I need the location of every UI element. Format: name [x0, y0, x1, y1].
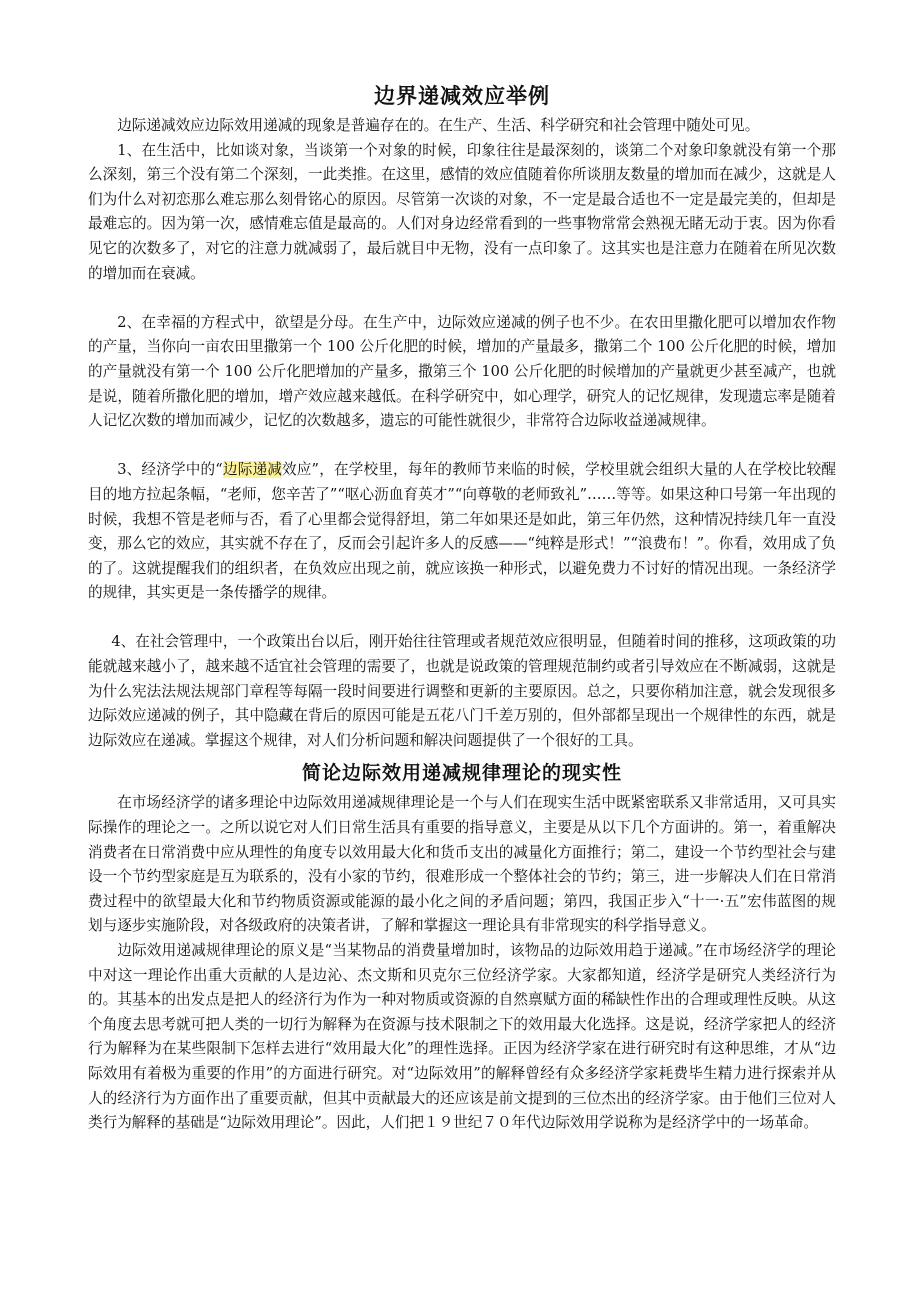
- paragraph-2: 2、在幸福的方程式中，欲望是分母。在生产中，边际效应递减的例子也不少。在农田里撒化肥可以增加农作物的产量，当你向一亩农田里撒第一个 100 公斤化肥的时候，增加的产量最多，撒第二个 100 公斤化肥的时候，增加的产量就没有第一个 100 公斤化肥增加的产量多，撒第三个 100 公斤化肥的时候增加的产量就更少甚至减产，也就是说，随着所撒化肥的增加，增产效应越来越低。在科学研究中，如心理学，研究人的记忆规律，发现遗忘率是随着人记忆次数的增加而减少，记忆的次数越多，遗忘的可能性就很少，非常符合边际收益递减规律。: [88, 313, 836, 430]
- highlighted-term: 边际递减: [222, 461, 283, 479]
- paragraph-spacer: [88, 434, 836, 459]
- paragraph-3: [88, 458, 836, 606]
- paragraph-spacer: [88, 606, 836, 631]
- paragraph-spacer: [88, 286, 836, 311]
- paragraph-3-body: 效应”，在学校里，每年的教师节来临的时候，学校里就会组织大量的人在学校比较醒目的地方拉起条幅，“老师，您辛苦了”“呕心沥血育英才”“向尊敬的老师致礼”……等等。如果这种口号第一年出现的时候，我想不管是老师与否，看了心里都会觉得舒坦，第二年如果还是如此，第三年仍然，这种情况持续几年一直没变，那么它的效应，其实就不存在了，反而会引起许多人的反感——“纯粹是形式！”“浪费布！”。你看，效用成了负的了。这就提醒我们的组织者，在负效应出现之前，就应该换一种形式，以避免费力不讨好的情况出现。一条经济学的规律，其实更是一条传播学的规律。: [88, 461, 836, 602]
- paragraph-4: 4、在社会管理中，一个政策出台以后，刚开始往往管理或者规范效应很明显，但随着时间的推移，这项政策的功能就越来越小了，越来越不适宜社会管理的需要了，也就是说政策的管理规范制约或者引导效应在不断减弱，这就是为什么宪法法规法规部门章程等每隔一段时间要进行调整和更新的主要原因。总之，只要你稍加注意，就会发现很多边际效应递减的例子，其中隐藏在背后的原因可能是五花八门千差万别的，但外部都呈现出一个规律性的东西，就是边际效应在递减。掌握这个规律，对人们分析问题和解决问题提供了一个很好的工具。: [88, 633, 836, 749]
- section-subtitle: 简论边际效用递减规律理论的现实性: [301, 762, 622, 785]
- intro-paragraph: 边际递减效应边际效用递减的现象是普遍存在的。在生产、生活、科学研究和社会管理中随处可见。: [117, 117, 760, 134]
- paragraph-5: 在市场经济学的诸多理论中边际效用递减规律理论是一个与人们在现实生活中既紧密联系又非常适用，又可具实际操作的理论之一。之所以说它对人们日常生活具有重要的指导意义，主要是从以下几个方面讲的。第一，着重解决消费者在日常消费中应从理性的角度专以效用最大化和货币支出的减量化方面推行；第二，建设一个节约型社会与建设一个节约型家庭是互为联系的，没有小家的节约，很难形成一个整体社会的节约；第三，进一步解决人们在日常消费过程中的欲望最大化和节约物质资源或能源的最小化之间的矛盾问题；第四，我国正步入“十一·五”宏伟蓝图的规划与逐步实施阶段，对各级政府的决策者讲，了解和掌握这一理论具有非常现实的科学指导意义。: [88, 794, 836, 935]
- paragraph-3-lead: 3、经济学中的“: [117, 461, 223, 479]
- document-title: 边界递减效应举例: [374, 84, 550, 108]
- paragraph-6: 边际效用递减规律理论的原义是“当某物品的消费量增加时，该物品的边际效用趋于递减。”在市场经济学的理论中对这一理论作出重大贡献的人是边沁、杰文斯和贝克尔三位经济学家。大家都知道，经济学是研究人类经济行为的。其基本的出发点是把人的经济行为作为一种对物质或资源的自然禀赋方面的稀缺性作出的合理或理性反映。从这个角度去思考就可把人类的一切行为解释为在资源与技术限制之下的效用最大化选择。这是说，经济学家把人的经济行为解释为在某些限制下怎样去进行“效用最大化”的理性选择。正因为经济学家在进行研究时有这种思维，才从“边际效用有着极为重要的作用”的方面进行研究。对“边际效用”的解释曾经有众多经济学家耗费毕生精力进行探索并从人的经济行为方面作出了重要贡献，但其中贡献最大的还应该是前文提到的三位杰出的经济学家。由于他们三位对人类行为解释的基础是“边际效用理论”。因此，人们把１９世纪７０年代边际效用学说称为是经济学中的一场革命。: [88, 942, 836, 1132]
- document-page: [88, 78, 836, 1136]
- paragraph-1: 1、在生活中，比如谈对象，当谈第一个对象的时候，印象往往是最深刻的，谈第二个对象印象就没有第一个那么深刻，第三个没有第二个深刻，一此类推。在这里，感情的效应值随着你所谈朋友数量的增加而在减少，这就是人们为什么对初恋那么难忘那么刻骨铭心的原因。尽管第一次谈的对象，不一定是最合适也不一定是最完美的，但却是最难忘的。因为第一次，感情难忘值是最高的。人们对身边经常看到的一些事物常常会熟视无睹无动于衷。因为你看见它的次数多了，对它的注意力就减弱了，最后就目中无物，没有一点印象了。这其实也是注意力在随着在所见次数的增加而在衰减。: [88, 141, 836, 282]
